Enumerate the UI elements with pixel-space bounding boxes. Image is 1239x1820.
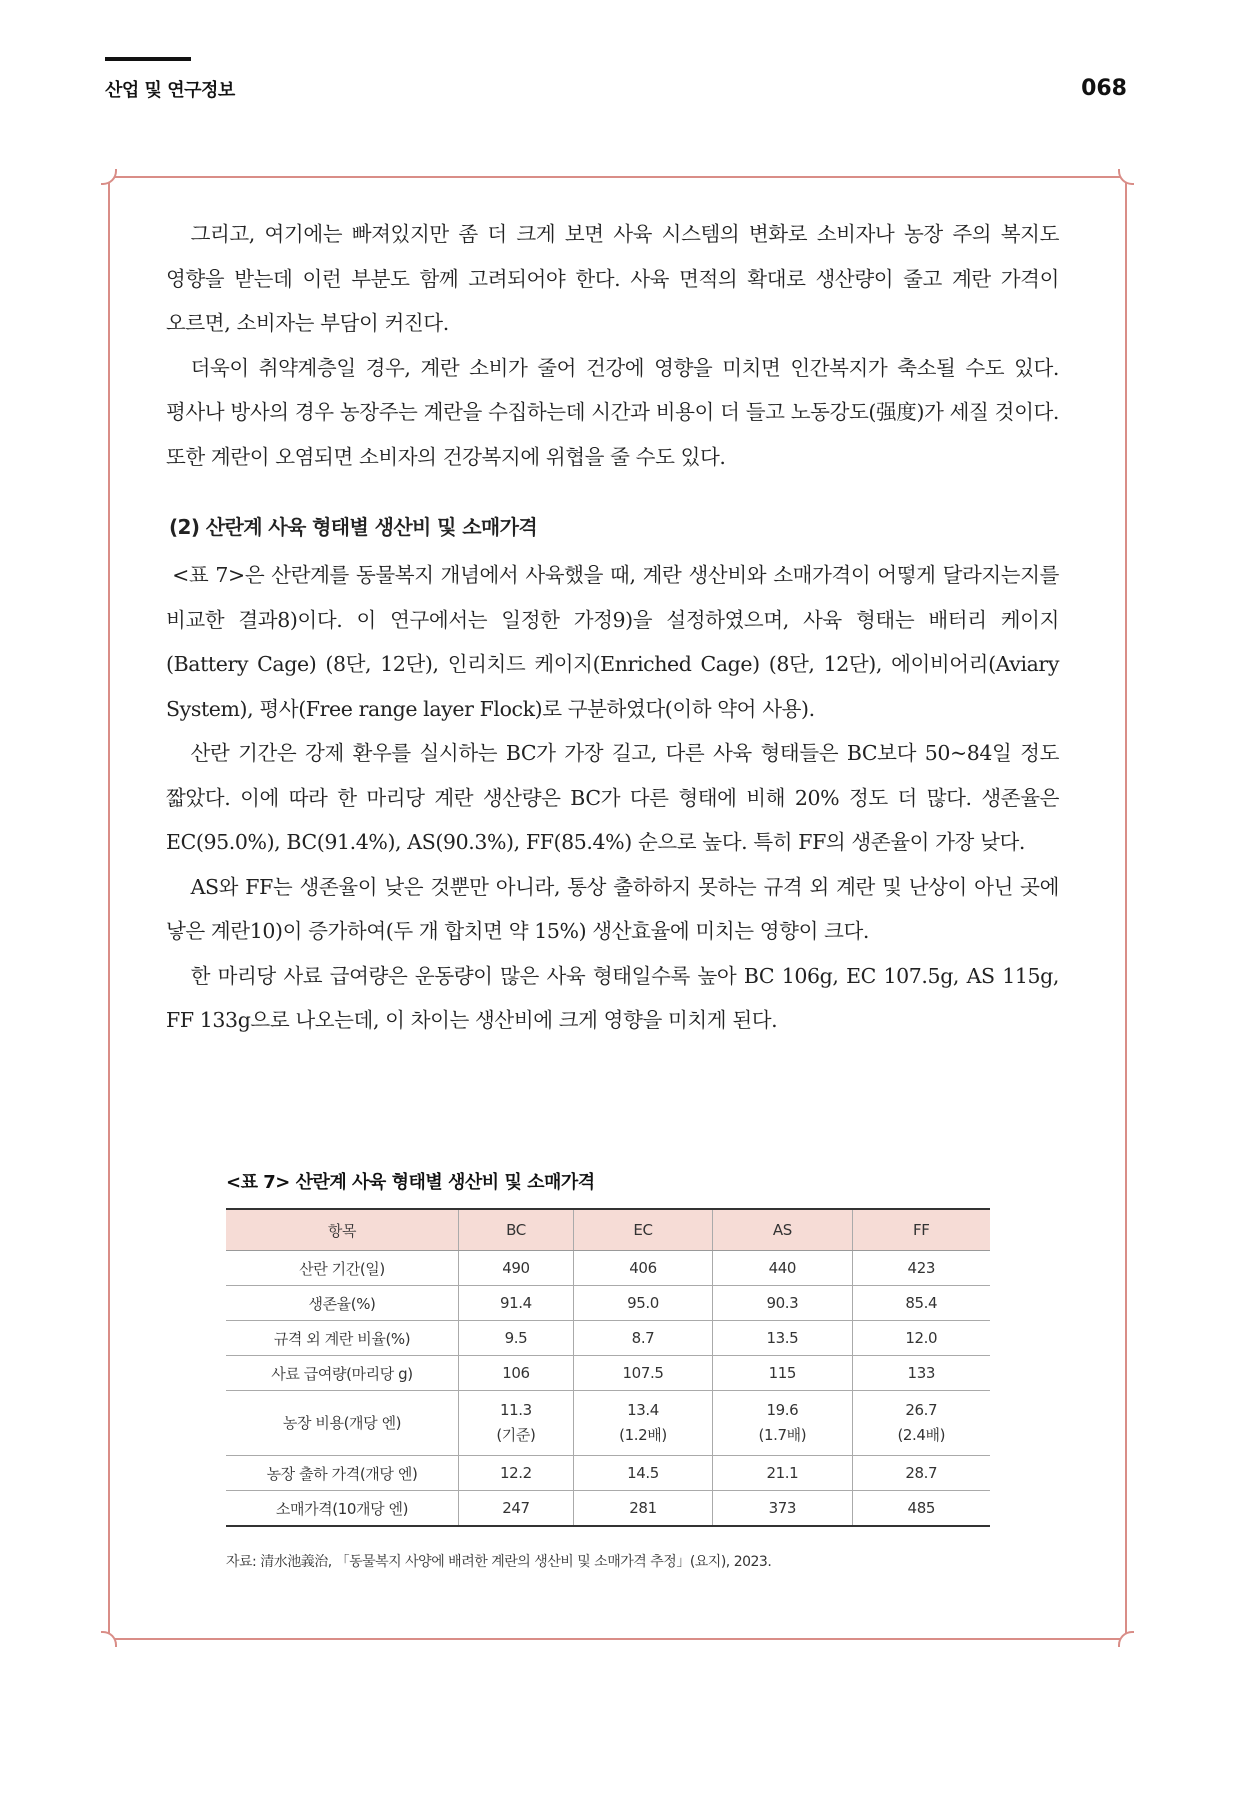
table-row [226,1286,990,1321]
table-cell: 133 [852,1356,990,1391]
table-row [226,1491,990,1527]
table-cell: 91.4 [459,1286,574,1321]
table-cell: 281 [573,1491,712,1527]
table-row [226,1391,990,1456]
paragraph: <표 7>은 산란계를 동물복지 개념에서 사육했을 때, 계란 생산비와 소매가격이 어떻게 달라지는지를 비교한 결과8)이다. 이 연구에서는 일정한 가정9)을 설정하였으며, 사육 형태는 배터리 케이지(Battery Cage) (8단, 12단), 인리치드 케이지(Enriched Cage) (8단, 12단), 에이비어리(Aviary System), 평사(Free range layer Flock)로 구분하였다(이하 약어 사용). [166,563,1059,721]
row-label: 규격 외 계란 비율(%) [226,1321,459,1356]
table-cell: 90.3 [713,1286,852,1321]
table-cell [573,1391,712,1456]
table-source-note: 자료: 清水池義治, 「동물복지 사양에 배려한 계란의 생산비 및 소매가격 추정」(요지), 2023. [226,1554,772,1570]
page-number: 068 [1081,76,1127,101]
table-row [226,1456,990,1491]
table-cell: 485 [852,1491,990,1527]
column-header: 항목 [226,1209,459,1251]
table-cell [852,1391,990,1456]
cell-ratio: (1.2배) [619,1426,667,1444]
table-cell [713,1391,852,1456]
cell-value: 11.3 [500,1401,532,1419]
table-row [226,1251,990,1286]
cell-value: 26.7 [905,1401,938,1419]
cell-ratio: (1.7배) [758,1426,807,1444]
table-cell: 12.0 [852,1321,990,1356]
column-header: AS [713,1209,852,1251]
paragraph: 더욱이 취약계층일 경우, 계란 소비가 줄어 건강에 영향을 미치면 인간복지가 축소될 수도 있다. 평사나 방사의 경우 농장주는 계란을 수집하는데 시간과 비용이 더 들고 노동강도(强度)가 세질 것이다. 또한 계란이 오염되면 소비자의 건강복지에 위협을 줄 수도 있다. [166,355,1059,469]
column-header: BC [459,1209,574,1251]
table-cell [459,1391,574,1456]
table-cell: 106 [459,1356,574,1391]
row-label: 농장 비용(개당 엔) [226,1391,459,1456]
table-cell: 9.5 [459,1321,574,1356]
column-header: FF [852,1209,990,1251]
table-title: <표 7> 산란계 사육 형태별 생산비 및 소매가격 [226,1172,595,1193]
table-cell: 107.5 [573,1356,712,1391]
paragraph: AS와 FF는 생존율이 낮은 것뿐만 아니라, 통상 출하하지 못하는 규격 외 계란 및 난상이 아닌 곳에 낳은 계란10)이 증가하여(두 개 합치면 약 15%) 생산효율에 미치는 영향이 크다. [166,874,1059,943]
data-table [226,1208,990,1527]
row-label: 소매가격(10개당 엔) [226,1491,459,1527]
section-heading: (2) 산란계 사육 형태별 생산비 및 소매가격 [169,515,538,539]
cell-ratio: (2.4배) [897,1426,946,1444]
row-label: 산란 기간(일) [226,1251,459,1286]
header-rule [105,57,191,61]
table-cell: 95.0 [573,1286,712,1321]
table-cell: 8.7 [573,1321,712,1356]
table-cell: 21.1 [713,1456,852,1491]
paragraph: 산란 기간은 강제 환우를 실시하는 BC가 가장 길고, 다른 사육 형태들은 BC보다 50~84일 정도 짧았다. 이에 따라 한 마리당 계란 생산량은 BC가 다른 형태에 비해 20% 정도 더 많다. 생존율은 EC(95.0%), BC(91.4%), AS(90.3%), FF(85.4%) 순으로 높다. 특히 FF의 생존율이 가장 낮다. [166,741,1059,854]
article-body [166,212,1059,1043]
table-cell: 440 [713,1251,852,1286]
table-cell: 12.2 [459,1456,574,1491]
table-cell: 373 [713,1491,852,1527]
section-label: 산업 및 연구정보 [105,80,235,101]
paragraph: 그리고, 여기에는 빠져있지만 좀 더 크게 보면 사육 시스템의 변화로 소비자나 농장 주의 복지도 영향을 받는데 이런 부분도 함께 고려되어야 한다. 사육 면적의 확대로 생산량이 줄고 계란 가격이 오르면, 소비자는 부담이 커진다. [166,222,1059,335]
table-cell: 85.4 [852,1286,990,1321]
cell-ratio: (기준) [496,1426,536,1444]
table-cell: 490 [459,1251,574,1286]
table-cell: 406 [573,1251,712,1286]
table-cell: 14.5 [573,1456,712,1491]
row-label: 사료 급여량(마리당 g) [226,1356,459,1391]
row-label: 생존율(%) [226,1286,459,1321]
column-header: EC [573,1209,712,1251]
row-label: 농장 출하 가격(개당 엔) [226,1456,459,1491]
table-cell: 13.5 [713,1321,852,1356]
table-cell: 247 [459,1491,574,1527]
table-cell: 115 [713,1356,852,1391]
paragraph: 한 마리당 사료 급여량은 운동량이 많은 사육 형태일수록 높아 BC 106g, EC 107.5g, AS 115g, FF 133g으로 나오는데, 이 차이는 생산비에 크게 영향을 미치게 된다. [166,963,1059,1032]
table-row [226,1321,990,1356]
table-cell: 423 [852,1251,990,1286]
table-header-row [226,1209,990,1251]
cell-value: 19.6 [766,1401,799,1419]
table-cell: 28.7 [852,1456,990,1491]
table-row [226,1356,990,1391]
cell-value: 13.4 [627,1401,659,1419]
